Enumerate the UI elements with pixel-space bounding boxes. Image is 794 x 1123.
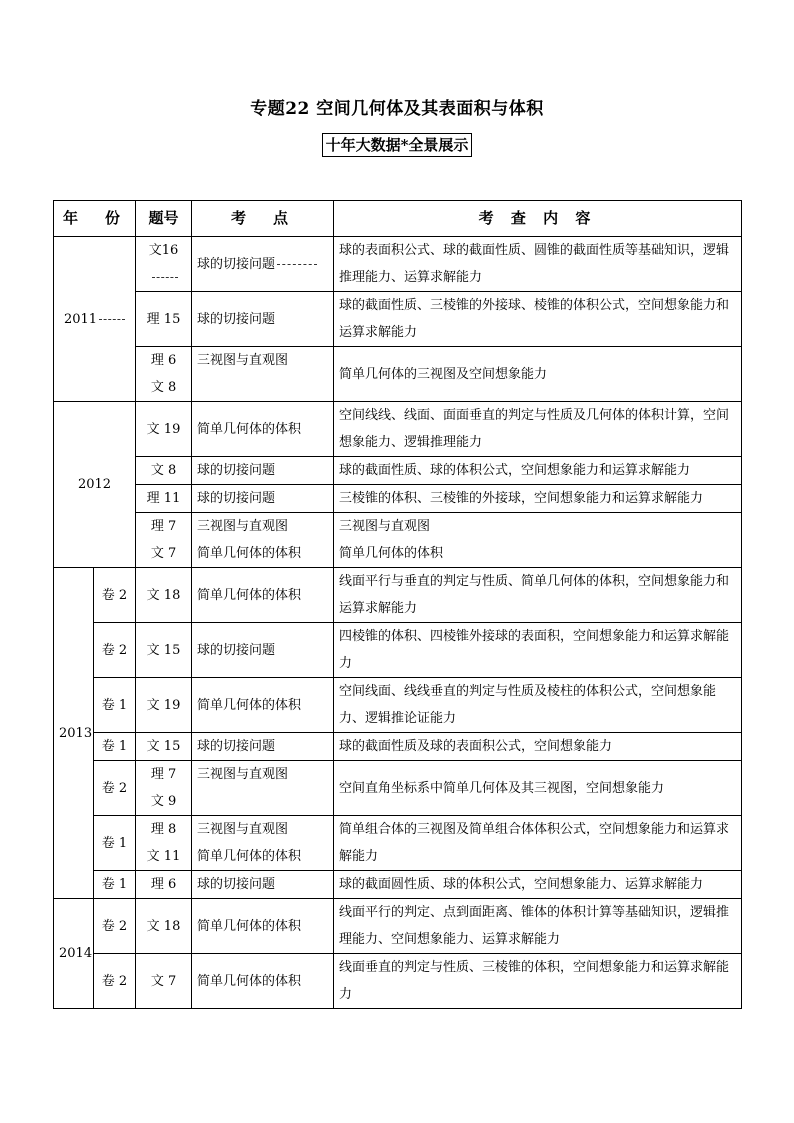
year-cell-2014: 2014: [54, 899, 94, 1009]
content-cell: 三棱锥的体积、三棱锥的外接球，空间想象能力和运算求解能力: [334, 485, 742, 513]
content-cell: 线面平行的判定、点到面距离、锥体的体积计算等基础知识，逻辑推理能力、空间想象能力、运算求解能力: [334, 899, 742, 954]
topic-cell: 三视图与直观图 简单几何体的体积: [192, 816, 334, 871]
content-cell: 空间线线、线面、面面垂直的判定与性质及几何体的体积计算，空间想象能力、逻辑推理能力: [334, 402, 742, 457]
table-row: [54, 899, 742, 954]
question-cell: 理 15: [136, 292, 192, 347]
table-row: [54, 292, 742, 347]
table-row: [54, 733, 742, 761]
table-row: [54, 347, 742, 402]
content-cell: 球的表面积公式、球的截面性质、圆锥的截面性质等基础知识，逻辑推理能力、运算求解能力: [334, 237, 742, 292]
exam-table: [53, 200, 742, 1009]
content-cell: 简单几何体的三视图及空间想象能力: [334, 347, 742, 402]
question-cell: 文 7: [136, 954, 192, 1009]
topic-cell: 简单几何体的体积: [192, 954, 334, 1009]
volume-cell: 卷 2: [94, 568, 136, 623]
topic-cell: 简单几何体的体积: [192, 402, 334, 457]
table-row: [54, 485, 742, 513]
topic-cell: 简单几何体的体积: [192, 678, 334, 733]
question-cell: 文 19: [136, 678, 192, 733]
topic-cell: 球的切接问题: [192, 292, 334, 347]
topic-cell: 球的切接问题: [192, 457, 334, 485]
volume-cell: 卷 1: [94, 678, 136, 733]
volume-cell: 卷 2: [94, 761, 136, 816]
header-content: 考 查 内 容: [334, 201, 742, 237]
content-cell: 球的截面性质、三棱锥的外接球、棱锥的体积公式，空间想象能力和运算求解能力: [334, 292, 742, 347]
volume-cell: 卷 1: [94, 733, 136, 761]
question-cell: 理 8 文 11: [136, 816, 192, 871]
volume-cell: 卷 2: [94, 899, 136, 954]
topic-cell: 球的切接问题: [192, 623, 334, 678]
question-cell: 文 15: [136, 733, 192, 761]
volume-cell: 卷 1: [94, 816, 136, 871]
topic-cell: 简单几何体的体积: [192, 899, 334, 954]
table-row: [54, 513, 742, 568]
underline-mark: [99, 319, 125, 320]
content-cell: 球的截面性质及球的表面积公式，空间想象能力: [334, 733, 742, 761]
question-cell: 理 11: [136, 485, 192, 513]
header-question: 题号: [136, 201, 192, 237]
volume-cell: 卷 2: [94, 623, 136, 678]
topic-cell: 球的切接问题: [192, 871, 334, 899]
table-row: [54, 623, 742, 678]
topic-cell: 球的切接问题: [192, 733, 334, 761]
question-cell: 文16: [136, 237, 192, 292]
table-header-row: [54, 201, 742, 237]
topic-cell: 三视图与直观图: [192, 761, 334, 816]
table-row: [54, 678, 742, 733]
table-row: [54, 954, 742, 1009]
topic-cell: 简单几何体的体积: [192, 568, 334, 623]
table-row: [54, 402, 742, 457]
page-title: 专题22 空间几何体及其表面积与体积: [250, 99, 544, 119]
content-cell: 四棱锥的体积、四棱锥外接球的表面积，空间想象能力和运算求解能力: [334, 623, 742, 678]
table-row: [54, 568, 742, 623]
table-row: [54, 871, 742, 899]
year-cell-2012: 2012: [54, 402, 136, 568]
question-cell: 理 6: [136, 871, 192, 899]
question-cell: 文 19: [136, 402, 192, 457]
content-cell: 球的截面性质、球的体积公式，空间想象能力和运算求解能力: [334, 457, 742, 485]
table-row: [54, 237, 742, 292]
table-row: [54, 761, 742, 816]
table-row: [54, 816, 742, 871]
year-cell-2013: 2013: [54, 568, 94, 899]
table-row: [54, 457, 742, 485]
content-cell: 线面垂直的判定与性质、三棱锥的体积，空间想象能力和运算求解能力: [334, 954, 742, 1009]
content-cell: 三视图与直观图 简单几何体的体积: [334, 513, 742, 568]
subtitle-wrap: [0, 133, 794, 157]
year-label: 2011: [63, 311, 98, 327]
content-cell: 简单组合体的三视图及简单组合体体积公式，空间想象能力和运算求解能力: [334, 816, 742, 871]
content-cell: 球的截面圆性质、球的体积公式，空间想象能力、运算求解能力: [334, 871, 742, 899]
topic-cell: 球的切接问题: [192, 237, 334, 292]
content-cell: 线面平行与垂直的判定与性质、简单几何体的体积，空间想象能力和运算求解能力: [334, 568, 742, 623]
question-cell: 理 6 文 8: [136, 347, 192, 402]
content-cell: 空间直角坐标系中简单几何体及其三视图，空间想象能力: [334, 761, 742, 816]
content-cell: 空间线面、线线垂直的判定与性质及棱柱的体积公式，空间想象能力、逻辑推论证能力: [334, 678, 742, 733]
volume-cell: 卷 2: [94, 954, 136, 1009]
topic-cell: 球的切接问题: [192, 485, 334, 513]
subtitle-box: 十年大数据*全景展示: [322, 133, 473, 157]
question-cell: 理 7 文 9: [136, 761, 192, 816]
question-cell: 理 7 文 7: [136, 513, 192, 568]
volume-cell: 卷 1: [94, 871, 136, 899]
question-cell: 文 18: [136, 899, 192, 954]
question-cell: 文 18: [136, 568, 192, 623]
topic-cell: 三视图与直观图 简单几何体的体积: [192, 513, 334, 568]
year-cell-2011: [54, 237, 136, 402]
header-topic: 考 点: [192, 201, 334, 237]
question-cell: 文 8: [136, 457, 192, 485]
header-year: 年 份: [54, 201, 136, 237]
question-cell: 文 15: [136, 623, 192, 678]
topic-cell: 三视图与直观图: [192, 347, 334, 402]
